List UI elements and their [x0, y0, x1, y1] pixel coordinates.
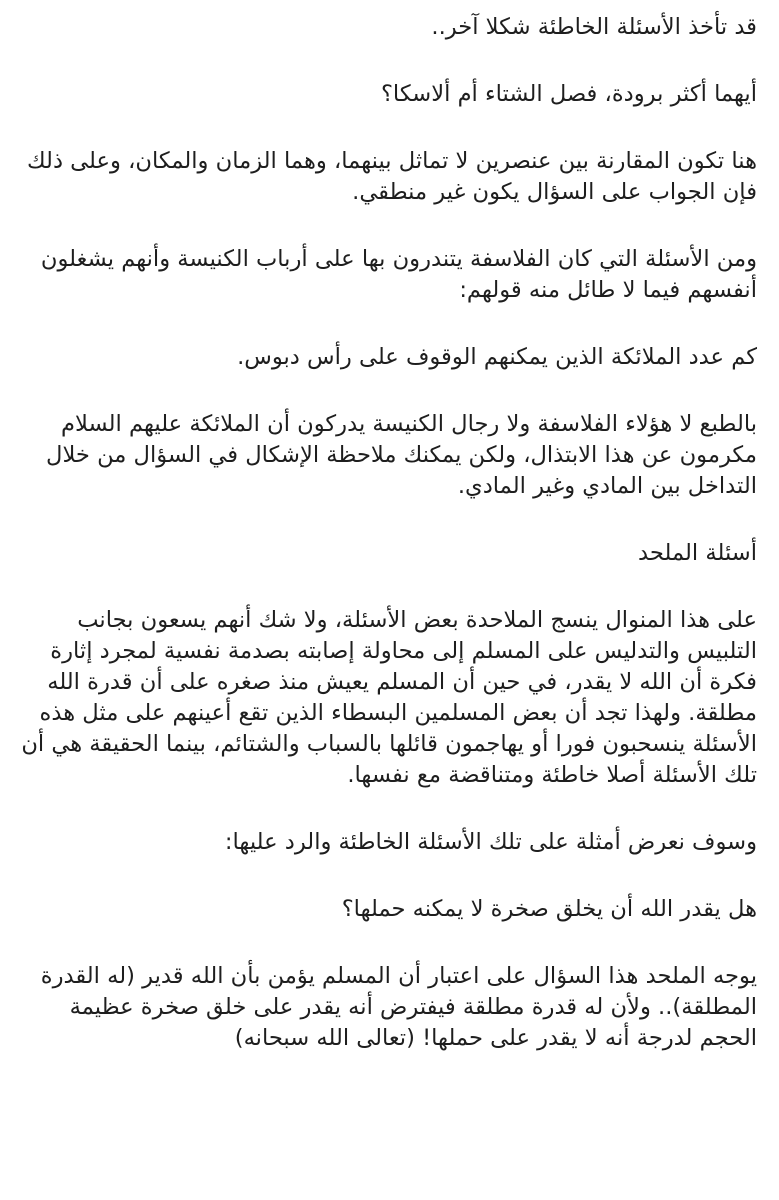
paragraph-philosophers: ومن الأسئلة التي كان الفلاسفة يتندرون بها على أرباب الكنيسة وأنهم يشغلون أنفسهم فيما لا طائل منه قولهم: [40, 246, 757, 303]
paragraph-angels-question: كم عدد الملائكة الذين يمكنهم الوقوف على رأس دبوس. [237, 344, 757, 370]
paragraph-rock-question: هل يقدر الله أن يخلق صخرة لا يمكنه حملها؟ [341, 896, 757, 922]
section-heading: أسئلة الملحد [638, 540, 757, 566]
paragraph-intro: قد تأخذ الأسئلة الخاطئة شكلا آخر.. [431, 14, 757, 40]
paragraph-angels-answer: بالطبع لا هؤلاء الفلاسفة ولا رجال الكنيسة يدركون أن الملائكة عليهم السلام مكرمون عن هذا الابتذال، ولكن يمكنك ملاحظة الإشكال في السؤال من خلال التداخل بين المادي وغير المادي. [46, 411, 757, 499]
paragraph-time-place: هنا تكون المقارنة بين عنصرين لا تماثل بينهما، وهما الزمان والمكان، وعلى ذلك فإن الجواب على السؤال يكون غير منطقي. [27, 148, 757, 205]
paragraph-atheist-questions: على هذا المنوال ينسج الملاحدة بعض الأسئلة، ولا شك أنهم يسعون بجانب التلبيس والتدليس على المسلم إلى محاولة إصابته بصدمة نفسية لمجرد إثارة فكرة أن الله لا يقدر، في حين أن المسلم يعيش منذ صغره على أن قدرة الله مطلقة. ولهذا تجد أن بعض المسلمين البسطاء الذين تقع أعينهم على مثل هذه الأسئلة ينسحبون فورا أو يهاجمون قائلها بالسباب والشتائم، بينما الحقيقة هي أن تلك الأسئلة أصلا خاطئة ومتناقضة مع نفسها. [21, 607, 757, 788]
paragraph-examples-intro: وسوف نعرض أمثلة على تلك الأسئلة الخاطئة والرد عليها: [224, 829, 757, 855]
paragraph-rock-explanation: يوجه الملحد هذا السؤال على اعتبار أن المسلم يؤمن بأن الله قدير (له القدرة المطلقة).. ولأن له قدرة مطلقة فيفترض أنه يقدر على خلق صخرة عظيمة الحجم لدرجة أنه لا يقدر على حملها! (تعالى الله سبحانه) [40, 963, 757, 1051]
paragraph-question-cold: أيهما أكثر برودة، فصل الشتاء أم ألاسكا؟ [380, 81, 757, 107]
